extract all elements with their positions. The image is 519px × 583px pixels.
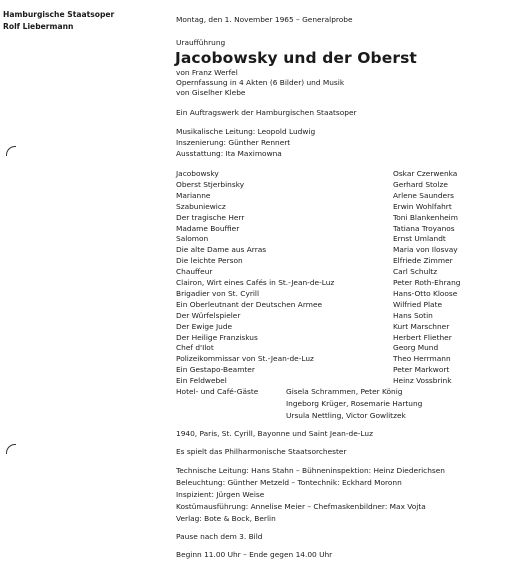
technical-line: Verlag: Bote & Bock, Berlin — [176, 514, 276, 523]
cast-actor: Peter Roth-Ehrang — [393, 278, 461, 287]
cast-actor: Peter Markwort — [393, 365, 450, 375]
cast-actor: Herbert Fliether — [393, 332, 452, 342]
cast-actor: Heinz Vossbrink — [393, 376, 452, 386]
cast-row — [0, 322, 519, 332]
cast-role: Chef d'Ilot — [176, 343, 214, 353]
premiere-label: Uraufführung — [176, 38, 226, 47]
cast-row — [0, 343, 519, 353]
cast-actor: Elfriede Zimmer — [393, 256, 453, 266]
cast-role: Ein Gestapo-Beamter — [176, 365, 255, 375]
guests-line: Ingeborg Krüger, Rosemarie Hartung — [286, 399, 423, 408]
commission-line: Ein Auftragswerk der Hamburgischen Staatsoper — [176, 108, 357, 117]
cast-row — [0, 224, 519, 234]
cast-role: Jacobowsky — [176, 169, 219, 178]
cast-role: Der Würfelspieler — [176, 310, 241, 320]
cast-role: Polizeikommissar von St.-Jean-de-Luz — [176, 354, 314, 364]
cast-row — [0, 180, 519, 190]
cast-role: Brigadier von St. Cyrill — [176, 288, 260, 298]
opera-version-line: Opernfassung in 4 Akten (6 Bilder) und Musik — [176, 78, 345, 87]
credit-conductor: Musikalische Leitung: Leopold Ludwig — [176, 127, 316, 136]
cast-row — [0, 234, 519, 244]
cast-role: Chauffeur — [176, 267, 213, 277]
cast-role: Oberst Stjerbinsky — [176, 179, 245, 189]
cast-actor: Wilfried Plate — [393, 299, 443, 309]
cast-role: Clairon, Wirt eines Cafés in St.-Jean-de-Luz — [176, 278, 335, 287]
cast-row — [0, 376, 519, 386]
cast-actor: Gerhard Stolze — [393, 179, 448, 189]
credit-design: Ausstattung: Ita Maximowna — [176, 149, 282, 158]
cast-role: Marianne — [176, 190, 211, 200]
technical-line: Kostümausführung: Annelise Meier – Chefmaskenbildner: Max Vojta — [176, 502, 426, 511]
guests-line: Ursula Nettling, Victor Gowlitzek — [286, 411, 406, 420]
cast-row — [0, 245, 519, 255]
cast-actor: Erwin Wohlfahrt — [393, 201, 452, 211]
technical-line: Beleuchtung: Günther Metzeld – Tontechnik: Eckhard Moronn — [176, 478, 402, 487]
cast-row — [0, 300, 519, 310]
cast-role: Die alte Dame aus Arras — [176, 245, 267, 255]
cast-row — [0, 311, 519, 321]
cast-row — [0, 354, 519, 364]
binding-mark-icon — [6, 146, 16, 156]
credit-director: Inszenierung: Günther Rennert — [176, 138, 291, 147]
times-line: Beginn 11.00 Uhr – Ende gegen 14.00 Uhr — [176, 550, 333, 559]
company-name: Hamburgische Staatsoper — [3, 10, 115, 19]
cast-role: Szabuniewicz — [176, 201, 226, 211]
cast-actor: Hans-Otto Kloose — [393, 288, 458, 298]
cast-role: Ein Oberleutnant der Deutschen Armee — [176, 299, 323, 309]
cast-row — [0, 202, 519, 212]
cast-actor: Theo Herrmann — [393, 354, 451, 364]
cast-role: Der Heilige Franziskus — [176, 332, 258, 342]
cast-row — [0, 278, 519, 288]
orchestra-line: Es spielt das Philharmonische Staatsorchester — [176, 447, 347, 456]
cast-actor: Georg Mund — [393, 343, 439, 353]
director-name: Rolf Liebermann — [3, 22, 74, 31]
pause-line: Pause nach dem 3. Bild — [176, 532, 263, 541]
binding-mark-icon — [6, 444, 16, 454]
author-line: von Franz Werfel — [176, 68, 238, 77]
guests-line: Gisela Schrammen, Peter König — [286, 387, 403, 396]
cast-row — [0, 169, 519, 179]
cast-actor: Kurt Marschner — [393, 321, 450, 331]
cast-row — [0, 289, 519, 299]
cast-role: Madame Bouffier — [176, 223, 240, 233]
setting-line: 1940, Paris, St. Cyrill, Bayonne und Saint Jean-de-Luz — [176, 429, 373, 438]
cast-row — [0, 213, 519, 223]
cast-row — [0, 333, 519, 343]
cast-actor: Tatiana Troyanos — [393, 223, 455, 233]
page-title: Jacobowsky und der Oberst — [175, 49, 417, 67]
cast-role: Ein Feldwebel — [176, 376, 227, 386]
date-line: Montag, den 1. November 1965 – Generalprobe — [176, 15, 353, 24]
composer-line: von Giselher Klebe — [176, 88, 246, 97]
cast-actor: Maria von Ilosvay — [393, 245, 458, 255]
cast-row — [0, 256, 519, 266]
cast-role: Der Ewige Jude — [176, 321, 233, 331]
cast-actor: Oskar Czerwenka — [393, 169, 458, 178]
cast-row — [0, 191, 519, 201]
cast-row — [0, 267, 519, 277]
cast-role: Der tragische Herr — [176, 212, 245, 222]
technical-line: Inspizient: Jürgen Weise — [176, 490, 265, 499]
technical-line: Technische Leitung: Hans Stahn – Bühneninspektion: Heinz Diederichsen — [176, 466, 445, 475]
cast-actor: Carl Schultz — [393, 267, 438, 277]
cast-actor: Arlene Saunders — [393, 190, 454, 200]
cast-actor: Ernst Umlandt — [393, 234, 446, 244]
cast-row — [0, 365, 519, 375]
cast-role: Salomon — [176, 234, 209, 244]
guests-role: Hotel- und Café-Gäste — [176, 387, 259, 396]
cast-actor: Hans Sotin — [393, 310, 433, 320]
cast-actor: Toni Blankenheim — [393, 212, 458, 222]
cast-role: Die leichte Person — [176, 256, 243, 266]
